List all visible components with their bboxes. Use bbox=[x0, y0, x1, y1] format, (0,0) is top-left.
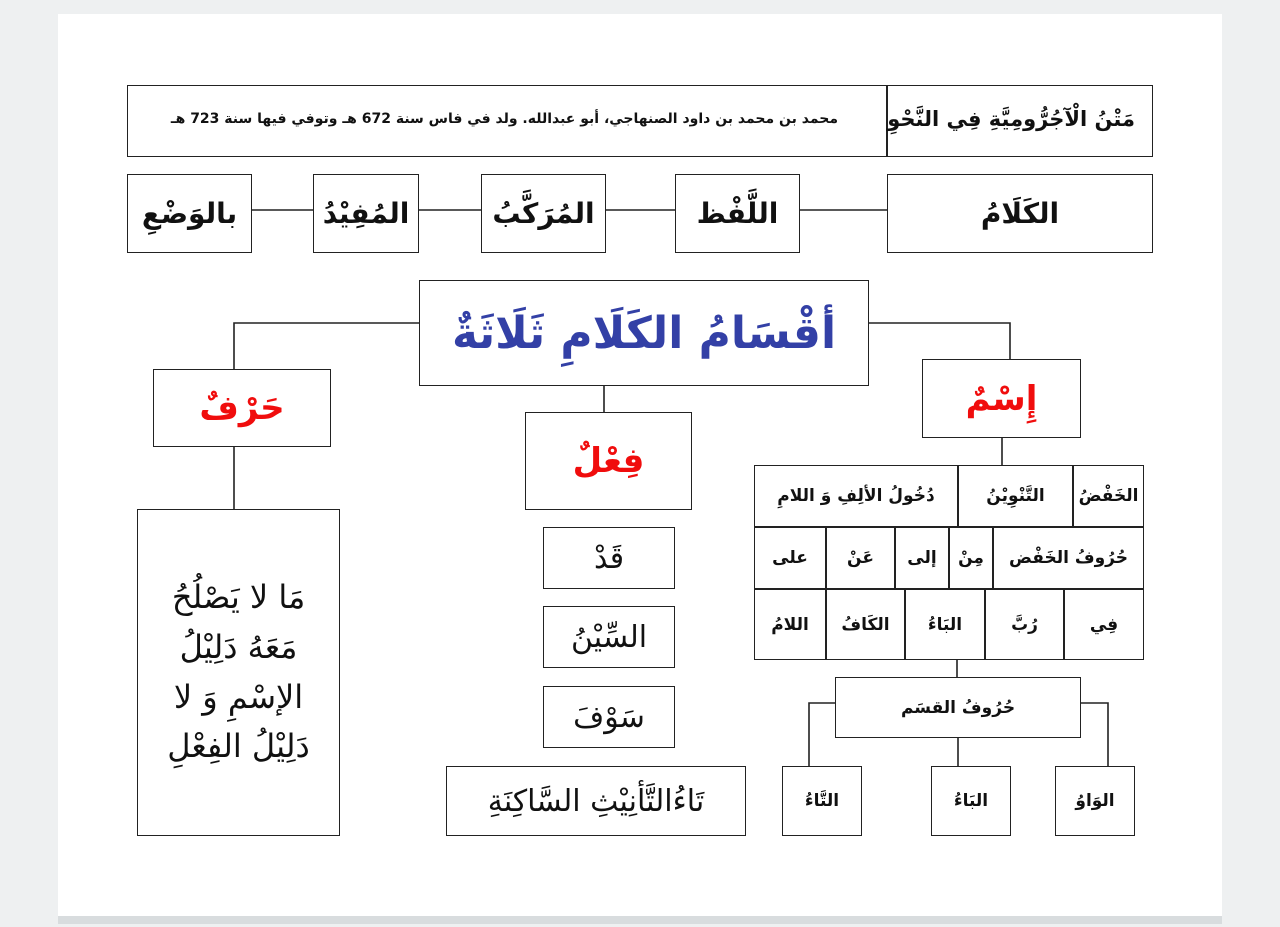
harf-line-2: مَعَهُ دَلِيْلُ bbox=[179, 627, 298, 666]
harf-label: حَرْفٌ bbox=[153, 369, 331, 447]
ism-label: إِسْمٌ bbox=[922, 359, 1081, 438]
khafd-ala: على bbox=[754, 527, 826, 589]
khafd-baa: البَاءُ bbox=[905, 589, 985, 660]
qasam-taa: التَّاءُ bbox=[782, 766, 862, 836]
def-kalam: الكَلَامُ bbox=[887, 174, 1153, 253]
fil-label: فِعْلٌ bbox=[525, 412, 692, 510]
qasam-baa: البَاءُ bbox=[931, 766, 1011, 836]
harf-line-1: مَا لا يَصْلُحُ bbox=[171, 578, 306, 617]
fil-sign-sawfa: سَوْفَ bbox=[543, 686, 675, 748]
khafd-min: مِنْ bbox=[949, 527, 993, 589]
harf-line-4: دَلِيْلُ الفِعْلِ bbox=[167, 727, 310, 766]
def-bilwad: بالوَضْعِ bbox=[127, 174, 252, 253]
author-note: محمد بن محمد بن داود الصنهاجي، أبو عبدالله. ولد في فاس سنة 672 هـ وتوفي فيها سنة 723 هـ bbox=[170, 111, 838, 127]
def-mufid: المُفِيْدُ bbox=[313, 174, 419, 253]
khafd-kaf: الكَافُ bbox=[826, 589, 905, 660]
ism-sign-al: دُخُولُ الألِفِ وَ اللامِ bbox=[754, 465, 958, 527]
khafd-ila: إلى bbox=[895, 527, 949, 589]
khafd-rubba: رُبَّ bbox=[985, 589, 1064, 660]
khafd-lam: اللامُ bbox=[754, 589, 826, 660]
fil-sign-sin: السِّيْنُ bbox=[543, 606, 675, 668]
ism-sign-tanwin: التَّنْوِيْنُ bbox=[958, 465, 1073, 527]
book-title: مَتْنُ الْآجُرُّومِيَّةِ فِي النَّحْوِ bbox=[887, 107, 1135, 131]
khafd-fi: فِي bbox=[1064, 589, 1144, 660]
def-murakkab: المُرَكَّبُ bbox=[481, 174, 606, 253]
khafd-label: حُرُوفُ الخَفْض bbox=[993, 527, 1144, 589]
qasam-label: حُرُوفُ القسَم bbox=[835, 677, 1081, 738]
def-lafz: اللَّفْظ bbox=[675, 174, 800, 253]
main-title: أقْسَامُ الكَلَامِ ثَلَاثَةٌ bbox=[419, 280, 869, 386]
fil-sign-taa: تَاءُالتَّأنِيْثِ السَّاكِنَةِ bbox=[446, 766, 746, 836]
harf-description bbox=[137, 509, 340, 836]
harf-line-3: الإسْمِ وَ لا bbox=[173, 677, 304, 716]
fil-sign-qad: قَدْ bbox=[543, 527, 675, 589]
qasam-waw: الوَاوُ bbox=[1055, 766, 1135, 836]
ism-sign-khafd: الخَفْضُ bbox=[1073, 465, 1144, 527]
khafd-an: عَنْ bbox=[826, 527, 895, 589]
